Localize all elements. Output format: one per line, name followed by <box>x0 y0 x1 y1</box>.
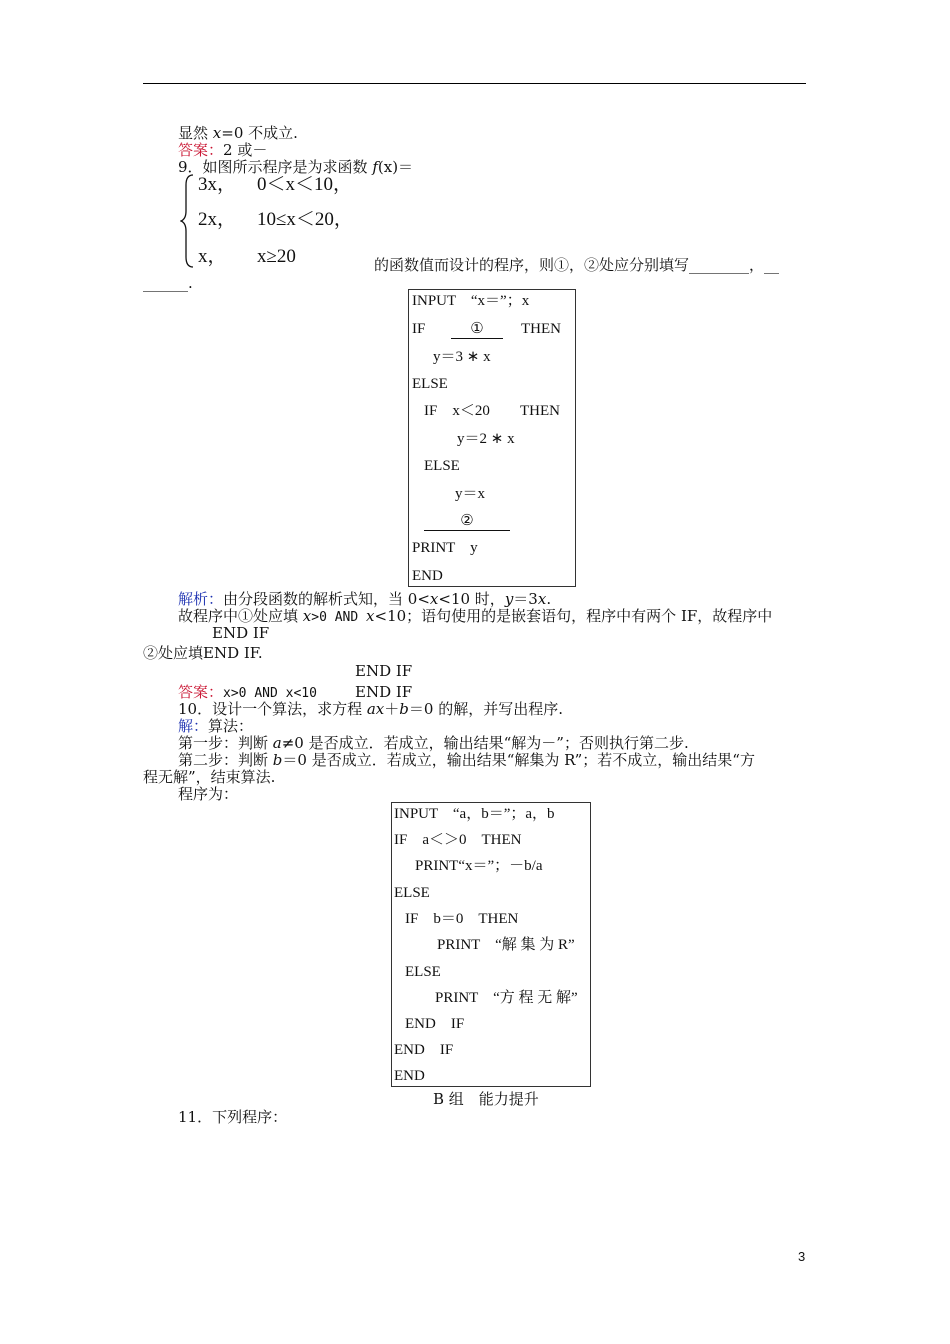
answer-line-9-tail: END IF <box>355 683 413 701</box>
program2-line-6: PRINT “解 集 为 R” <box>437 937 575 953</box>
text-span: 3x， <box>198 174 237 195</box>
text-span: 0＜x＜10， <box>257 174 353 195</box>
program2-line-4: ELSE <box>394 885 430 901</box>
analysis-9-line-5: END IF <box>355 662 413 680</box>
question-11-title: 11．下列程序： <box>178 1108 288 1126</box>
program1-line-2-if: IF <box>412 321 426 337</box>
piecewise-case-2-cond <box>257 211 353 229</box>
program2-line-11: END <box>394 1068 425 1084</box>
program2-line-10: END IF <box>394 1042 454 1058</box>
piecewise-brace <box>180 173 196 269</box>
text-span: b <box>399 700 409 718</box>
analysis-9-line-1 <box>178 590 551 608</box>
text-span: ax <box>366 700 385 718</box>
program1-line-11: END <box>412 568 443 584</box>
question-9-tail-2 <box>143 274 193 292</box>
text-span: x <box>212 124 222 142</box>
text-span: (x)＝ <box>377 158 414 176</box>
text-span: 显然 <box>178 124 213 142</box>
text-span: ＝3 <box>513 590 538 608</box>
program1-line-10: PRINT y <box>412 540 478 556</box>
piecewise-case-1-cond <box>257 176 352 194</box>
text-span: 第一步：判断 <box>178 734 273 752</box>
answer-label: 答案： <box>178 141 224 159</box>
text-span: >0 AND <box>311 610 367 625</box>
question-10-step-2 <box>178 751 755 769</box>
analysis-9-line-3: END IF <box>212 624 270 642</box>
piecewise-case-2-expr <box>198 211 236 229</box>
text-span: x <box>302 607 312 625</box>
program1-line-7: ELSE <box>424 458 460 474</box>
text-span: y <box>504 590 514 608</box>
text-span: ≠0 是否成立．若成立，输出结果“解为－”；否则执行第二步. <box>281 734 689 752</box>
program1-blank-1: ① <box>451 320 503 339</box>
text-span: x <box>366 607 375 625</box>
program2-line-3: PRINT“x＝”；－b/a <box>415 858 543 874</box>
text-span: <10；语句使用的是嵌套语句，程序中有两个 IF，故程序中 <box>374 607 773 625</box>
program1-blank-2: ② <box>424 512 510 531</box>
question-10-step-1 <box>178 734 689 752</box>
program1-line-4: ELSE <box>412 376 448 392</box>
text-span: =0 不成立. <box>221 124 298 142</box>
program1-line-3: y＝3 ∗ x <box>433 349 491 365</box>
piecewise-case-3-expr <box>198 248 227 266</box>
text-span: ＋ <box>384 700 400 718</box>
program1-line-5-then: THEN <box>520 403 560 419</box>
question-10-step-2-cont: 程无解”，结束算法. <box>143 768 276 786</box>
piecewise-case-1-expr <box>198 176 236 194</box>
program2-line-9: END IF <box>405 1016 465 1032</box>
text-span: 10．设计一个算法，求方程 <box>178 700 367 718</box>
text-span: f <box>372 158 378 176</box>
text-span: ＝0 是否成立．若成立，输出结果“解集为 R”；若不成立，输出结果“方 <box>282 751 755 769</box>
text-span: a <box>272 734 282 752</box>
text-span: 的函数值而设计的程序，则①，②处应分别填写________，__ <box>374 256 780 274</box>
program2-line-2: IF a＜＞0 THEN <box>394 832 522 848</box>
answer-value: 2 或－ <box>223 141 268 159</box>
question-10-title <box>178 700 563 718</box>
text-span: . <box>546 590 552 608</box>
text-span: <10 时， <box>438 590 505 608</box>
program2-line-7: ELSE <box>405 964 441 980</box>
header-rule <box>143 83 806 84</box>
program2-line-8: PRINT “方 程 无 解” <box>435 990 578 1006</box>
text-span: 2x， <box>198 209 237 230</box>
text-span: x <box>537 590 547 608</box>
program2-line-5: IF b＝0 THEN <box>405 911 519 927</box>
text-span: 故程序中①处应填 <box>178 607 303 625</box>
text-span: ______. <box>143 274 193 292</box>
text-line-x-not-hold <box>178 124 298 142</box>
text-span: 由分段函数的解析式知，当 0< <box>223 590 430 608</box>
text-span: 10≤x＜20， <box>257 209 353 230</box>
analysis-9-line-4: ②处应填END IF. <box>143 644 263 662</box>
piecewise-case-3-cond <box>257 248 296 266</box>
program1-line-2-then: THEN <box>521 321 561 337</box>
text-span: b <box>272 751 283 769</box>
program1-line-8: y＝x <box>455 486 486 502</box>
question-10-solution-label <box>178 717 253 735</box>
text-span: 算法： <box>208 717 254 735</box>
question-10-program-label: 程序为： <box>178 785 239 803</box>
page-number: 3 <box>798 1249 806 1264</box>
solution-label: 解： <box>178 717 209 735</box>
section-heading-b: B 组 能力提升 <box>433 1090 539 1108</box>
text-span: ＝0 的解，并写出程序. <box>408 700 563 718</box>
text-span: x≥20 <box>257 246 296 267</box>
text-span: 第二步：判断 <box>178 751 273 769</box>
text-span: 9．如图所示程序是为求函数 <box>178 158 373 176</box>
program1-line-1: INPUT “x＝”；x <box>412 293 530 309</box>
program1-line-5: IF x＜20 <box>424 403 490 419</box>
question-9-tail <box>374 256 779 274</box>
analysis-label: 解析： <box>178 590 224 608</box>
text-span: x <box>429 590 439 608</box>
text-span: x， <box>198 246 227 267</box>
answer-line-8 <box>178 141 267 159</box>
answer-value: x>0 AND x<10 <box>223 686 317 701</box>
program1-line-6: y＝2 ∗ x <box>457 431 515 447</box>
answer-label: 答案： <box>178 683 224 701</box>
program2-line-1: INPUT “a，b＝”；a，b <box>394 806 555 822</box>
